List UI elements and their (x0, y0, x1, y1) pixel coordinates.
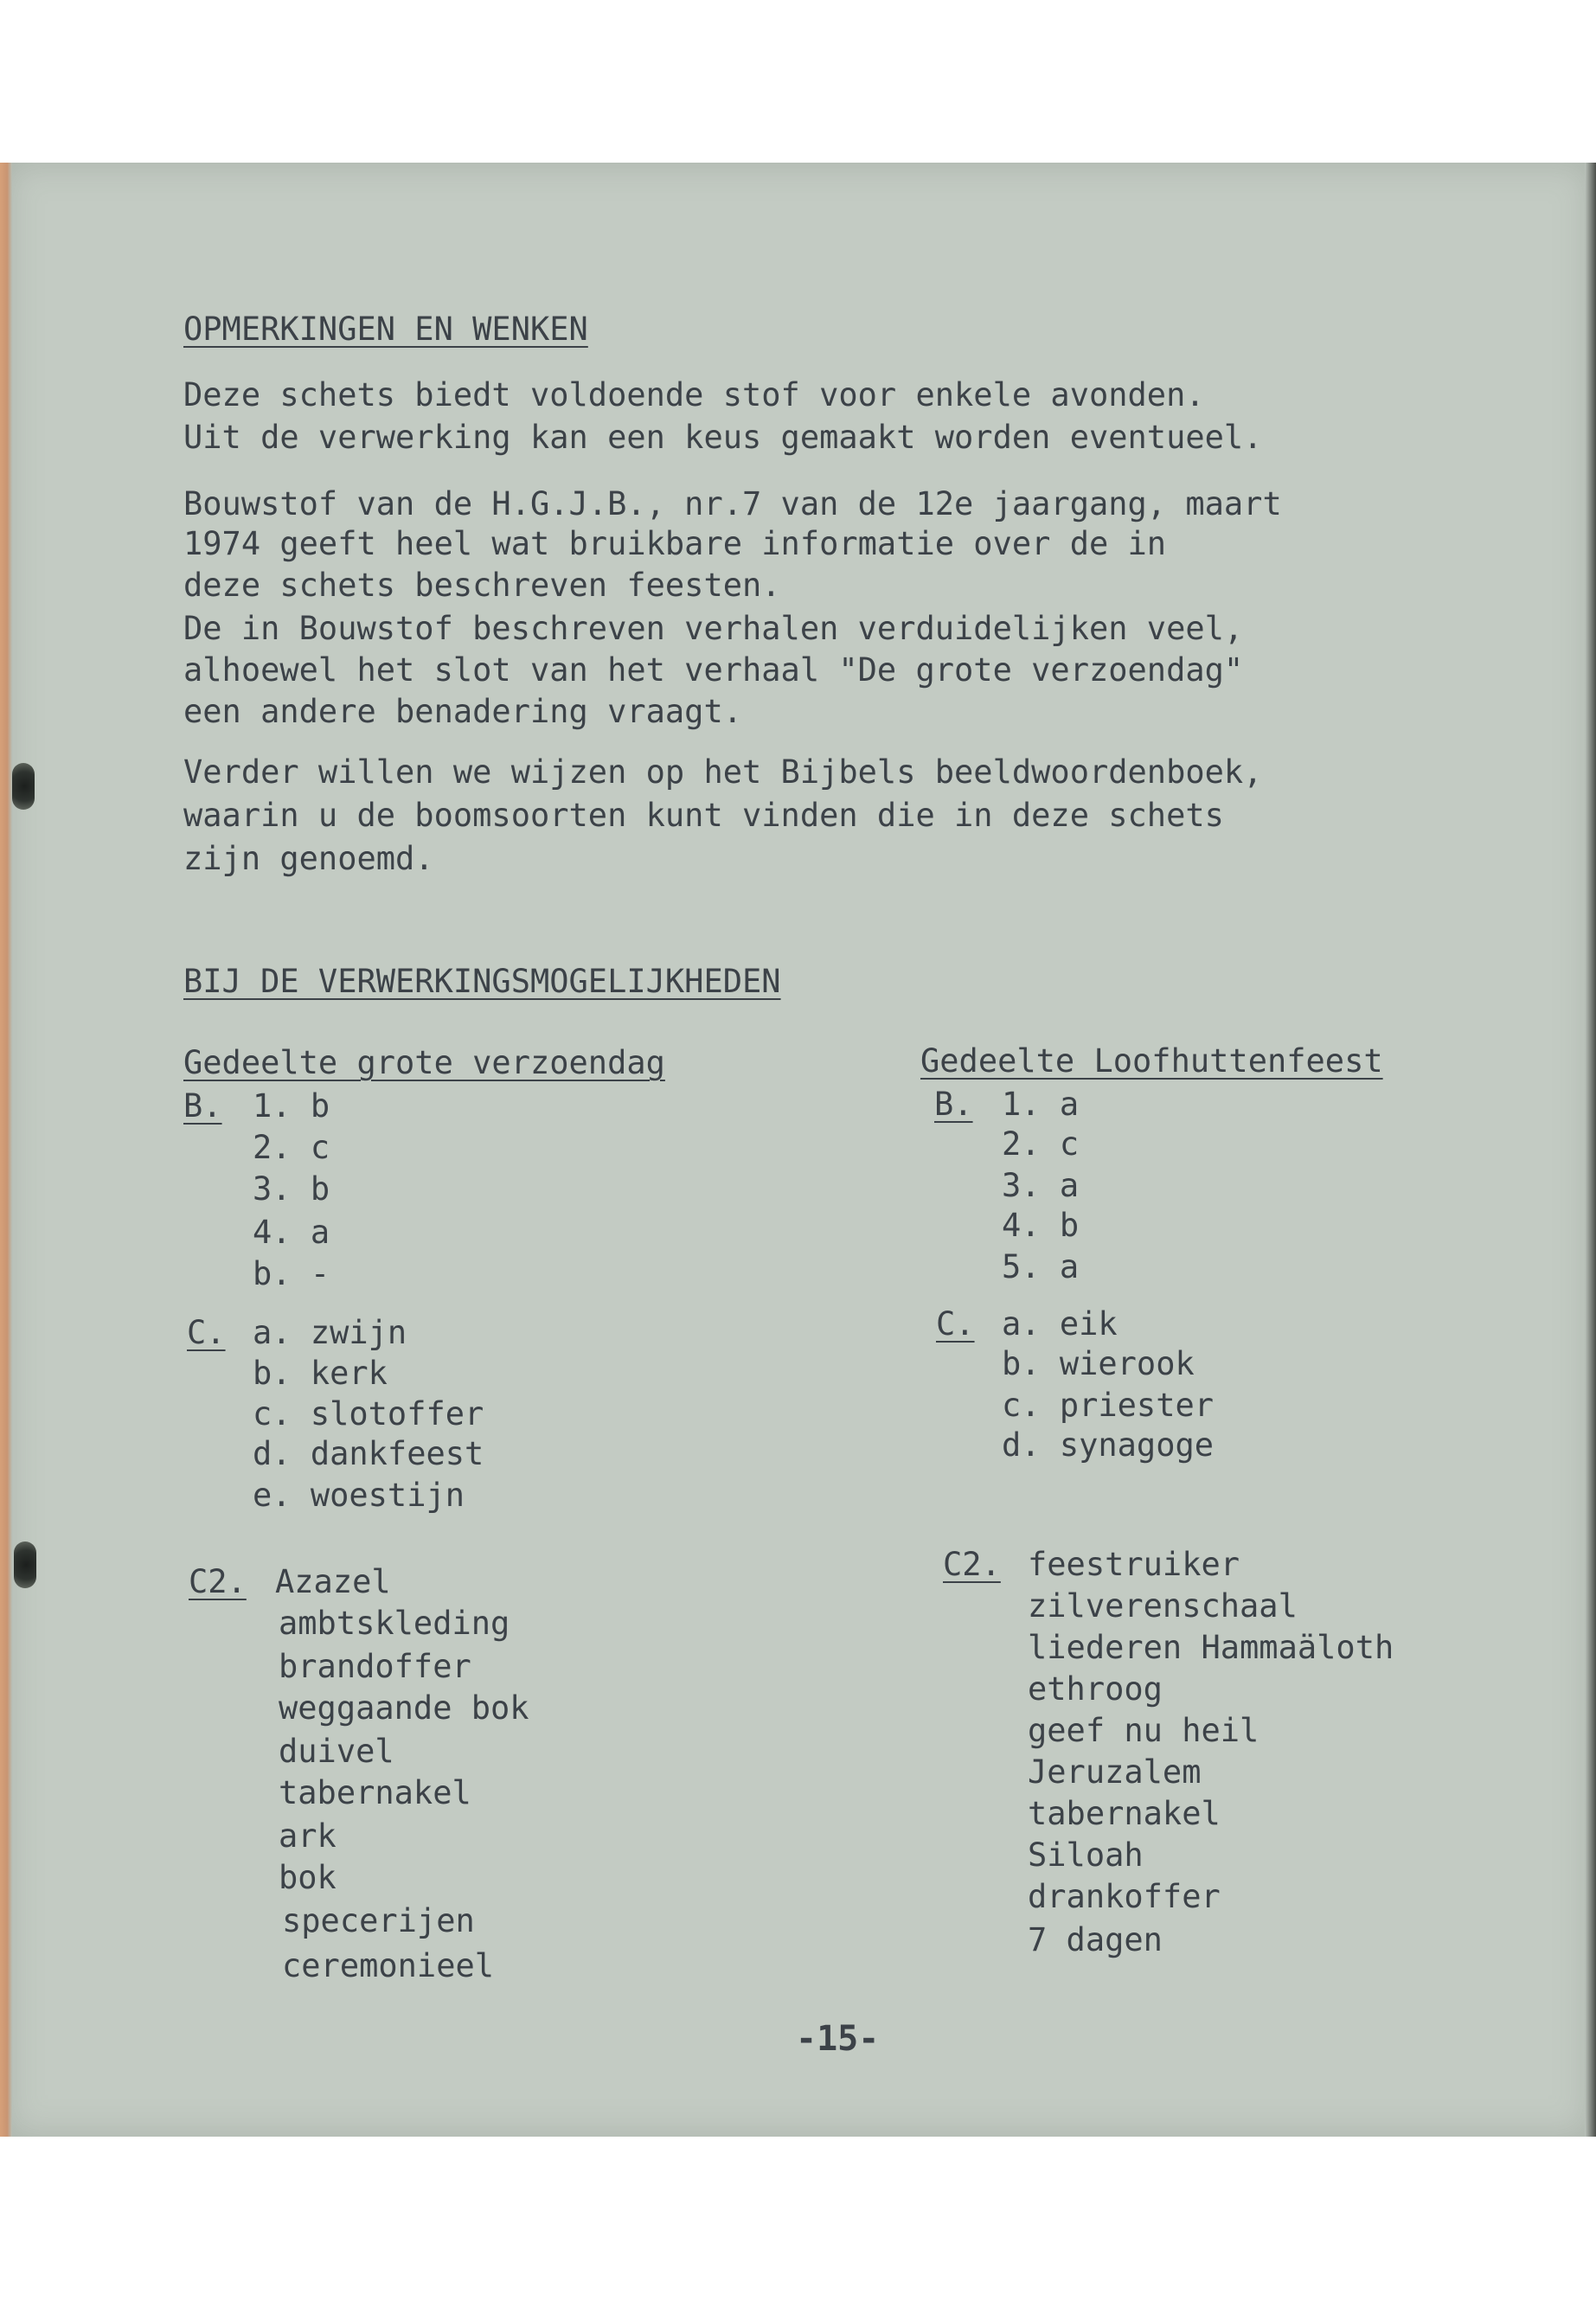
para2-line3: deze schets beschreven feesten. (183, 567, 781, 604)
right-c-item: c. priester (1002, 1387, 1215, 1424)
left-c2-item: tabernakel (279, 1774, 471, 1811)
left-c2-item: brandoffer (279, 1648, 471, 1685)
left-column-title: Gedeelte grote verzoendag (183, 1044, 665, 1081)
right-c-item: a. eik (1002, 1305, 1118, 1343)
heading-verwerkingsmogelijkheden: BIJ DE VERWERKINGSMOGELIJKHEDEN (183, 963, 781, 1000)
right-b-item: 1. a (1002, 1086, 1080, 1123)
left-c2-item: Azazel (275, 1563, 391, 1600)
right-b-item: 3. a (1002, 1167, 1080, 1204)
right-c2-item: Jeruzalem (1028, 1753, 1202, 1791)
right-c2-item: zilverenschaal (1028, 1587, 1298, 1625)
left-c2-label: C2. (189, 1563, 247, 1600)
left-c-item: e. woestijn (253, 1477, 465, 1514)
right-c2-item: liederen Hammaäloth (1028, 1629, 1394, 1666)
right-c2-item: drankoffer (1028, 1878, 1221, 1915)
right-c2-label: C2. (943, 1546, 1001, 1583)
right-c2-item: geef nu heil (1028, 1712, 1259, 1749)
left-c2-item: weggaande bok (279, 1689, 529, 1727)
para1-line1: Deze schets biedt voldoende stof voor enkele avonden. (183, 376, 1205, 413)
para1-line2: Uit de verwerking kan een keus gemaakt worden eventueel. (183, 419, 1263, 456)
para2-line2: 1974 geeft heel wat bruikbare informatie over de in (183, 525, 1167, 562)
right-c2-item: 7 dagen (1028, 1921, 1163, 1958)
right-c2-item: ethroog (1028, 1670, 1163, 1708)
heading-opmerkingen: OPMERKINGEN EN WENKEN (183, 311, 588, 348)
left-c2-item: ceremonieel (282, 1947, 495, 1984)
punch-hole-bottom (14, 1541, 36, 1588)
right-b-item: 2. c (1002, 1125, 1080, 1163)
left-c-item: d. dankfeest (253, 1435, 484, 1472)
left-c2-item: duivel (279, 1733, 394, 1770)
left-c-item: c. slotoffer (253, 1395, 484, 1433)
left-b-item: 2. c (253, 1129, 330, 1166)
para3-line1: Verder willen we wijzen op het Bijbels beeldwoordenboek, (183, 753, 1263, 791)
para3-line2: waarin u de boomsoorten kunt vinden die in deze schets (183, 797, 1224, 834)
para2-line1: Bouwstof van de H.G.J.B., nr.7 van de 12e jaargang, maart (183, 485, 1282, 522)
binding-edge (0, 163, 12, 2137)
para3-line3: zijn genoemd. (183, 840, 434, 877)
left-c2-item: ark (279, 1817, 337, 1855)
left-c2-item: bok (279, 1859, 337, 1896)
para2-line4: De in Bouwstof beschreven verhalen verduidelijken veel, (183, 610, 1244, 647)
right-column-title: Gedeelte Loofhuttenfeest (920, 1042, 1383, 1080)
right-c-item: b. wierook (1002, 1345, 1195, 1382)
paper-sheet (7, 163, 1590, 2137)
para2-line6: een andere benadering vraagt. (183, 693, 743, 730)
para2-line5: alhoewel het slot van het verhaal "De grote verzoendag" (183, 651, 1244, 689)
right-c2-item: feestruiker (1028, 1546, 1240, 1583)
left-b-item: 3. b (253, 1170, 330, 1208)
right-c2-item: tabernakel (1028, 1795, 1221, 1832)
left-c2-item: ambtskleding (279, 1605, 510, 1642)
left-c-label: C. (187, 1314, 226, 1351)
left-b-item: 1. b (253, 1087, 330, 1125)
right-c-label: C. (936, 1305, 975, 1343)
right-c2-item: Siloah (1028, 1836, 1144, 1874)
left-b-label: B. (183, 1087, 222, 1125)
left-c-item: b. kerk (253, 1355, 388, 1392)
right-b-item: 5. a (1002, 1248, 1080, 1285)
page-shadow-edge (1585, 163, 1596, 2137)
right-c-item: d. synagoge (1002, 1426, 1215, 1464)
page-number: -15- (796, 2019, 880, 2059)
punch-hole-top (12, 763, 35, 810)
left-b-item: 4. a (253, 1214, 330, 1251)
left-c-item: a. zwijn (253, 1314, 407, 1351)
left-b-item: b. - (253, 1255, 330, 1292)
right-b-item: 4. b (1002, 1207, 1080, 1244)
left-c2-item: specerijen (282, 1902, 475, 1939)
right-b-label: B. (934, 1086, 973, 1123)
